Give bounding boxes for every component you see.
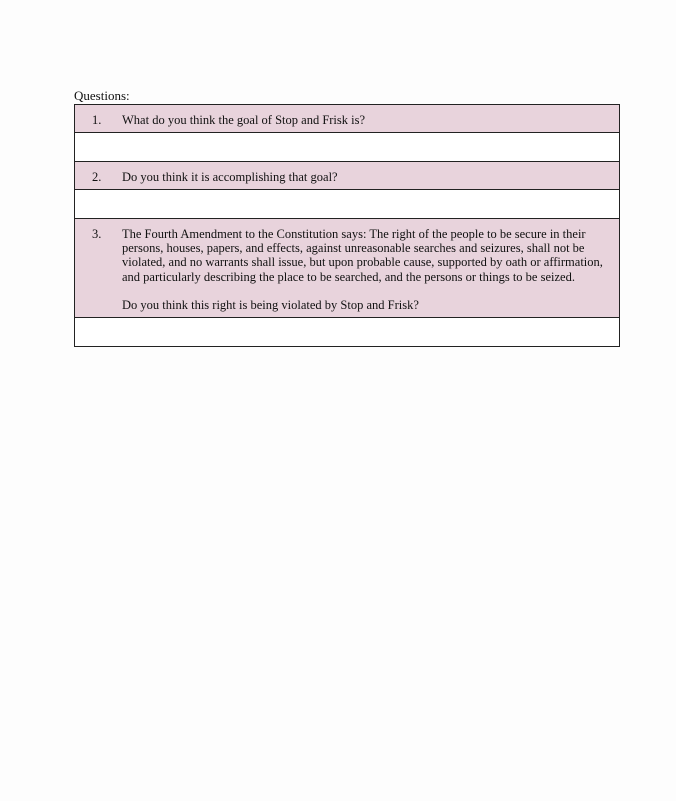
question-text: Do you think it is accomplishing that goal?: [122, 170, 338, 184]
answer-row: [75, 318, 620, 347]
question-number: 1.: [92, 113, 102, 127]
answer-cell[interactable]: [75, 318, 620, 347]
question-row: [75, 105, 620, 133]
question-number: 3.: [92, 227, 102, 241]
answer-cell[interactable]: [75, 190, 620, 219]
answer-row: [75, 190, 620, 219]
question-followup: Do you think this right is being violated by Stop and Frisk?: [122, 297, 419, 312]
questions-table: [74, 104, 620, 347]
question-row: [75, 162, 620, 190]
questions-heading: Questions:: [74, 88, 130, 103]
question-number: 2.: [92, 170, 102, 184]
answer-row: [75, 133, 620, 162]
answer-cell[interactable]: [75, 133, 620, 162]
question-text: What do you think the goal of Stop and Frisk is?: [122, 113, 366, 127]
question-row: [75, 219, 620, 318]
question-text: The Fourth Amendment to the Constitution says: The right of the people to be secure in their persons, houses, papers, and effects, against unreasonable searches and seizures, shall not be violated, and no warrants shall issue, but upon probable cause, supported by oath or affirmation, and particularly describing the place to be searched, and the persons or things to be seized.: [122, 227, 603, 284]
